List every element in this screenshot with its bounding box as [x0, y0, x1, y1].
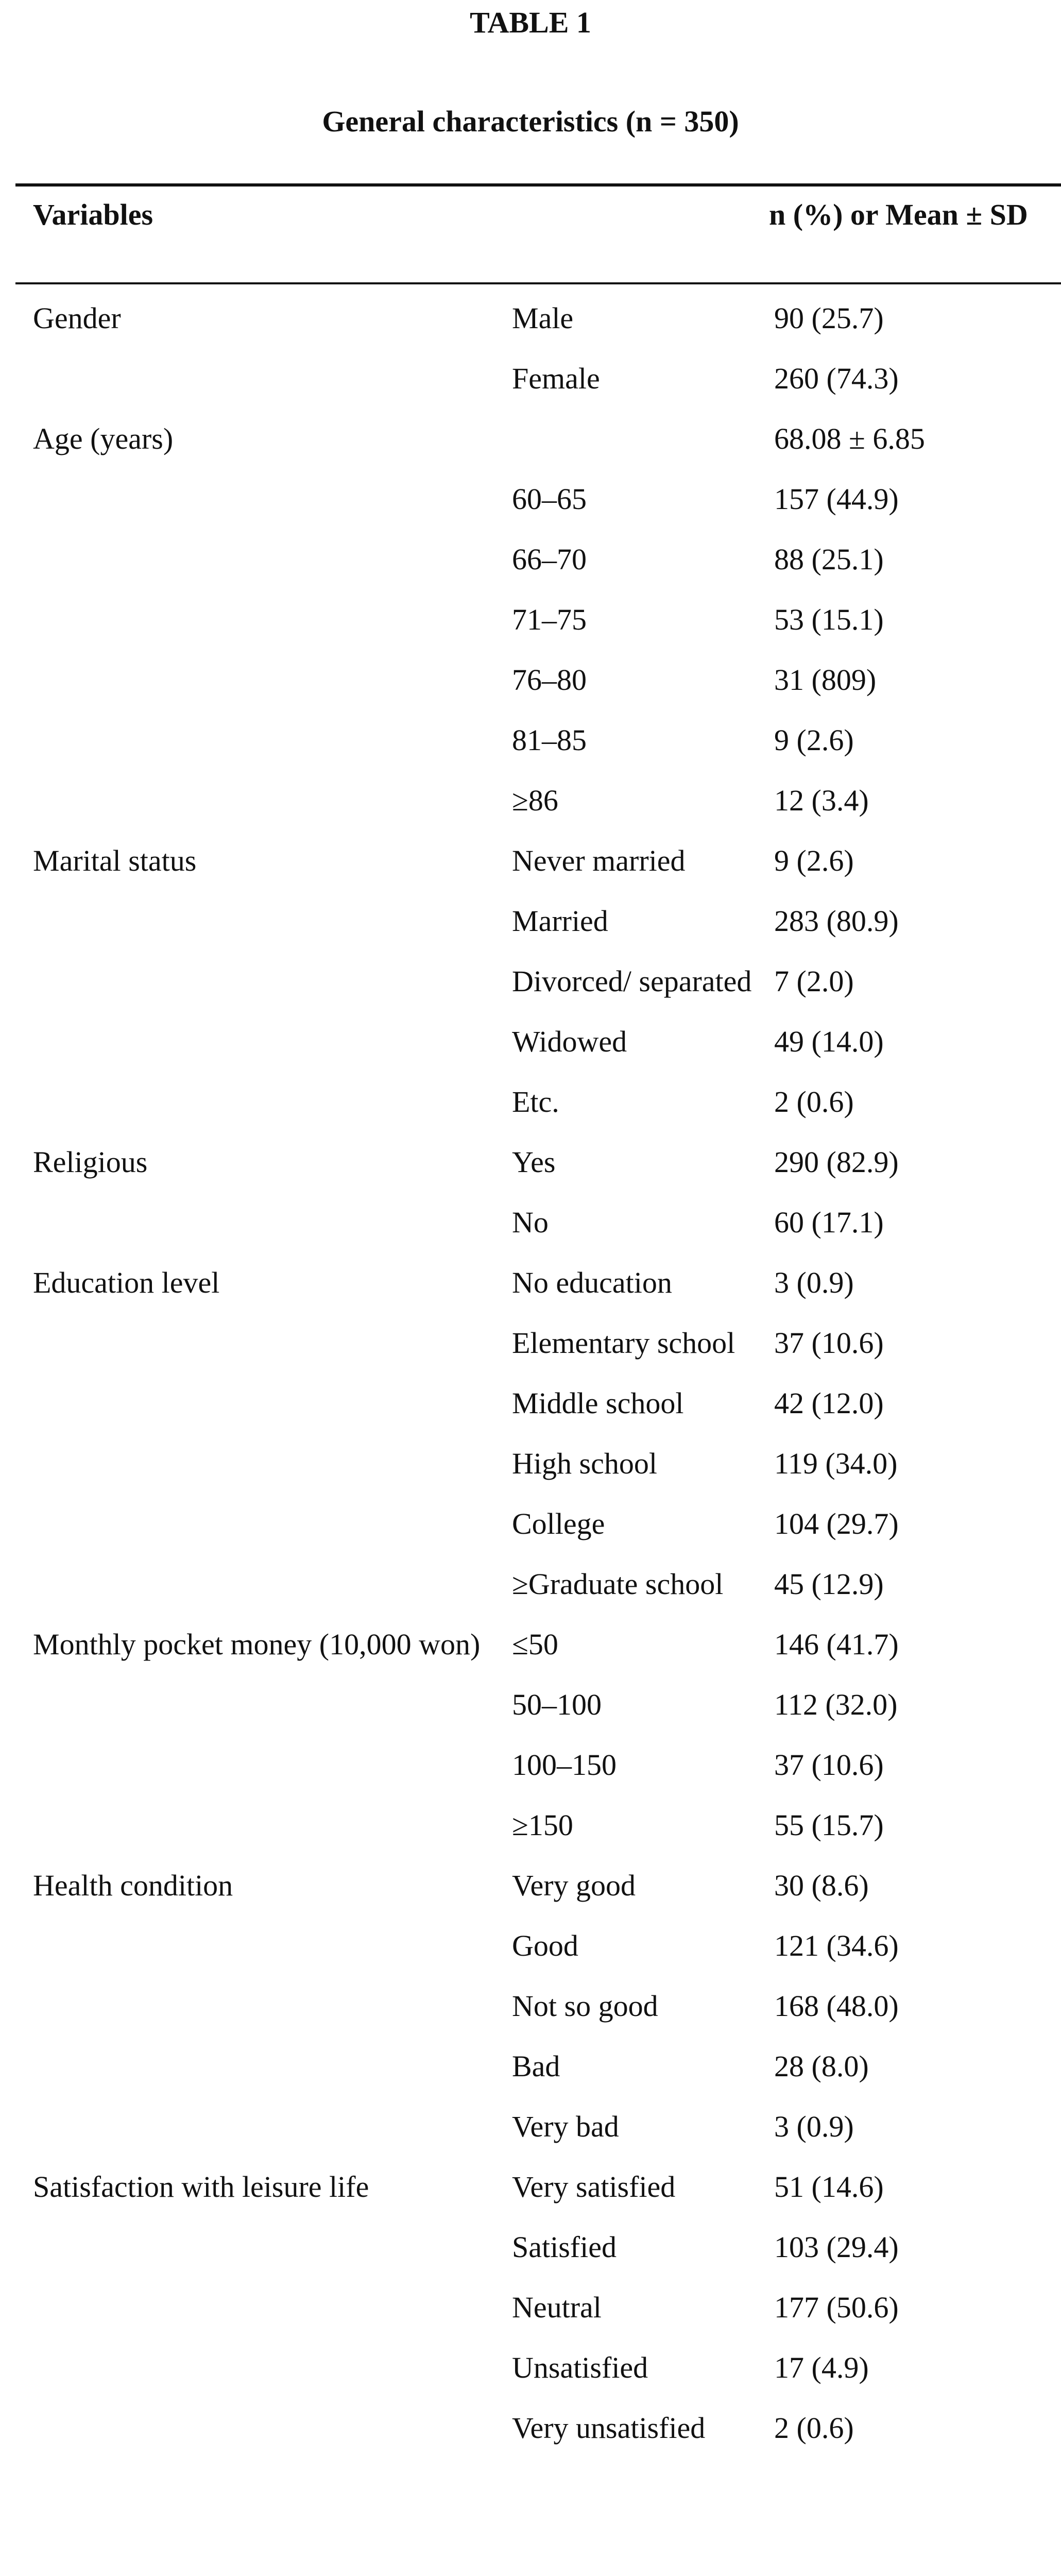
row-value: 12 (3.4)	[774, 784, 869, 817]
table-body	[0, 298, 1061, 2468]
row-value: 7 (2.0)	[774, 964, 854, 998]
row-value: 2 (0.6)	[774, 1085, 854, 1118]
table-row	[0, 2046, 1061, 2106]
table-row	[0, 298, 1061, 358]
row-variable: Monthly pocket money (10,000 won)	[33, 1628, 481, 1661]
table-row	[0, 539, 1061, 599]
row-category: No education	[512, 1266, 672, 1299]
header-variables: Variables	[33, 198, 153, 231]
table-row	[0, 780, 1061, 840]
row-value: 31 (809)	[774, 663, 877, 697]
table-row	[0, 961, 1061, 1021]
table-row	[0, 1865, 1061, 1925]
row-variable: Gender	[33, 301, 121, 335]
table-row	[0, 418, 1061, 479]
row-category: Etc.	[512, 1085, 559, 1118]
row-category: Divorced/ separated	[512, 964, 752, 998]
table-row	[0, 1805, 1061, 1865]
row-value: 119 (34.0)	[774, 1447, 898, 1480]
row-category: ≥86	[512, 784, 558, 817]
row-value: 30 (8.6)	[774, 1869, 869, 1902]
row-value: 17 (4.9)	[774, 2351, 869, 2384]
row-category: Very unsatisfied	[512, 2411, 706, 2445]
row-category: Neutral	[512, 2291, 602, 2324]
table-row	[0, 1081, 1061, 1142]
row-category: Bad	[512, 2049, 560, 2083]
row-value: 260 (74.3)	[774, 362, 899, 395]
row-value: 3 (0.9)	[774, 2110, 854, 2143]
table-row	[0, 2287, 1061, 2347]
row-category: Female	[512, 362, 600, 395]
row-value: 121 (34.6)	[774, 1929, 899, 1962]
table-row	[0, 840, 1061, 901]
row-value: 168 (48.0)	[774, 1989, 899, 2023]
row-value: 3 (0.9)	[774, 1266, 854, 1299]
row-value: 2 (0.6)	[774, 2411, 854, 2445]
table-top-rule	[15, 183, 1061, 187]
row-category: Good	[512, 1929, 578, 1962]
table-row	[0, 358, 1061, 418]
row-category: ≤50	[512, 1628, 558, 1661]
table-row	[0, 2227, 1061, 2287]
row-value: 45 (12.9)	[774, 1567, 884, 1601]
table-row	[0, 1624, 1061, 1684]
header-value: n (%) or Mean ± SD	[769, 198, 1028, 231]
row-value: 112 (32.0)	[774, 1688, 898, 1721]
row-value: 51 (14.6)	[774, 2170, 884, 2204]
table-row	[0, 1443, 1061, 1503]
table-row	[0, 1564, 1061, 1624]
row-value: 157 (44.9)	[774, 482, 899, 516]
table-row	[0, 1383, 1061, 1443]
row-value: 42 (12.0)	[774, 1386, 884, 1420]
row-category: 66–70	[512, 543, 587, 576]
table-row	[0, 2106, 1061, 2166]
table-row	[0, 1202, 1061, 1262]
row-value: 283 (80.9)	[774, 904, 899, 938]
row-category: ≥Graduate school	[512, 1567, 724, 1601]
table-header-rule	[15, 282, 1061, 284]
table-row	[0, 2408, 1061, 2468]
row-category: Middle school	[512, 1386, 684, 1420]
row-category: Never married	[512, 844, 686, 877]
row-category: Widowed	[512, 1025, 627, 1058]
table-row	[0, 1021, 1061, 1081]
table-row	[0, 1503, 1061, 1564]
row-category: 60–65	[512, 482, 587, 516]
row-category: Very good	[512, 1869, 636, 1902]
table-row	[0, 1262, 1061, 1323]
row-category: 50–100	[512, 1688, 602, 1721]
table-label: TABLE 1	[470, 6, 591, 39]
row-category: Satisfied	[512, 2230, 617, 2264]
table-row	[0, 599, 1061, 659]
row-value: 90 (25.7)	[774, 301, 884, 335]
row-category: Not so good	[512, 1989, 658, 2023]
row-category: ≥150	[512, 1808, 573, 1842]
row-category: Unsatisfied	[512, 2351, 648, 2384]
row-variable: Satisfaction with leisure life	[33, 2170, 369, 2204]
table-row	[0, 1925, 1061, 1986]
row-value: 49 (14.0)	[774, 1025, 884, 1058]
row-category: 76–80	[512, 663, 587, 697]
row-value: 55 (15.7)	[774, 1808, 884, 1842]
row-category: Male	[512, 301, 574, 335]
table-row	[0, 1142, 1061, 1202]
row-category: Very satisfied	[512, 2170, 676, 2204]
table-row	[0, 2166, 1061, 2227]
table-row	[0, 479, 1061, 539]
table-row	[0, 2347, 1061, 2408]
table-row	[0, 1744, 1061, 1805]
row-value: 104 (29.7)	[774, 1507, 899, 1540]
row-category: No	[512, 1206, 549, 1239]
table-row	[0, 1684, 1061, 1744]
row-category: High school	[512, 1447, 657, 1480]
row-category: College	[512, 1507, 605, 1540]
row-value: 177 (50.6)	[774, 2291, 899, 2324]
row-category: Yes	[512, 1145, 556, 1179]
row-value: 103 (29.4)	[774, 2230, 899, 2264]
row-variable: Age (years)	[33, 422, 174, 455]
row-value: 28 (8.0)	[774, 2049, 869, 2083]
table-row	[0, 720, 1061, 780]
row-value: 68.08 ± 6.85	[774, 422, 925, 455]
row-category: Married	[512, 904, 608, 938]
row-variable: Religious	[33, 1145, 148, 1179]
row-category: Elementary school	[512, 1326, 735, 1360]
row-variable: Marital status	[33, 844, 197, 877]
row-value: 37 (10.6)	[774, 1748, 884, 1782]
row-category: 100–150	[512, 1748, 617, 1782]
table-row	[0, 1986, 1061, 2046]
row-value: 9 (2.6)	[774, 844, 854, 877]
row-category: 71–75	[512, 603, 587, 636]
row-value: 146 (41.7)	[774, 1628, 899, 1661]
row-category: 81–85	[512, 723, 587, 757]
row-variable: Education level	[33, 1266, 220, 1299]
table-caption: General characteristics (n = 350)	[322, 105, 739, 138]
table-row	[0, 659, 1061, 720]
row-value: 88 (25.1)	[774, 543, 884, 576]
table-row	[0, 1323, 1061, 1383]
row-value: 37 (10.6)	[774, 1326, 884, 1360]
row-value: 53 (15.1)	[774, 603, 884, 636]
row-value: 60 (17.1)	[774, 1206, 884, 1239]
table-row	[0, 901, 1061, 961]
row-variable: Health condition	[33, 1869, 233, 1902]
row-value: 9 (2.6)	[774, 723, 854, 757]
row-category: Very bad	[512, 2110, 619, 2143]
row-value: 290 (82.9)	[774, 1145, 899, 1179]
